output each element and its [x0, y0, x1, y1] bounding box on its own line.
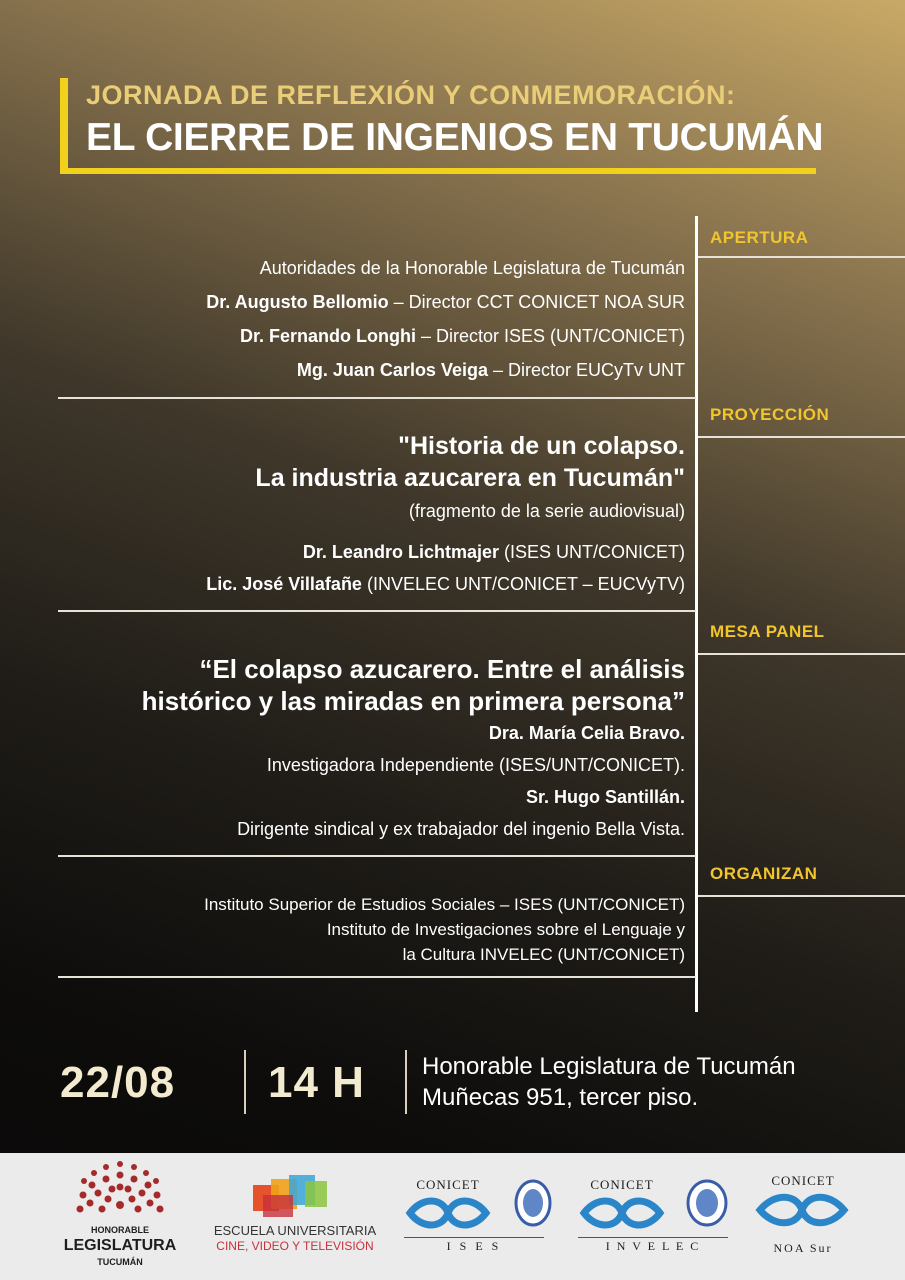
venue-name: Honorable Legislatura de Tucumán	[422, 1053, 796, 1080]
logo-divider	[578, 1237, 728, 1238]
panelist-name: Dra. María Celia Bravo.	[488, 723, 685, 743]
conicet-invelec-bottom: I N V E L E C	[605, 1239, 701, 1253]
conicet-noa-top: CONICET	[771, 1173, 835, 1188]
speaker-name: Mg. Juan Carlos Veiga	[296, 360, 488, 380]
time-venue-separator	[405, 1050, 407, 1114]
legislatura-logo-line2: LEGISLATURA	[63, 1237, 177, 1254]
legislatura-logo	[50, 1159, 190, 1275]
section-divider	[58, 855, 696, 857]
venue-address: Muñecas 951, tercer piso.	[422, 1084, 699, 1111]
conicet-ises-top: CONICET	[416, 1177, 480, 1192]
organizer-line: Instituto Superior de Estudios Sociales – ISES (UNT/CONICET)	[204, 895, 685, 914]
legislatura-logo-line3: TUCUMÁN	[97, 1257, 143, 1267]
speaker-role: – Director ISES (UNT/CONICET)	[415, 326, 685, 346]
section-divider	[698, 436, 905, 438]
conicet-infinity-icon	[754, 1191, 850, 1229]
title-accent-bar	[60, 78, 68, 174]
sponsor-logo-strip	[0, 1153, 905, 1280]
timeline-vertical-line	[695, 216, 698, 1012]
credit-name: Lic. José Villafañe	[206, 574, 362, 594]
event-date: 22/08	[60, 1058, 176, 1107]
speaker-role: – Director CCT CONICET NOA SUR	[388, 292, 685, 312]
section-divider	[58, 976, 696, 978]
conicet-noa-logo	[748, 1169, 858, 1269]
speaker-name: Dr. Fernando Longhi	[239, 326, 416, 346]
legislatura-logo-line1: HONORABLE	[91, 1225, 149, 1235]
panelist-role: Dirigente sindical y ex trabajador del ingenio Bella Vista.	[237, 819, 685, 839]
section-divider	[698, 256, 905, 258]
escuela-logo	[205, 1173, 385, 1263]
speaker-role: – Director EUCyTv UNT	[487, 360, 685, 380]
legislatura-emblem-icon	[50, 1159, 190, 1221]
film-subtitle: (fragmento de la serie audiovisual)	[408, 501, 685, 521]
escuela-logo-line2: CINE, VIDEO Y TELEVISIÓN	[216, 1239, 374, 1253]
date-time-separator	[244, 1050, 246, 1114]
invelec-seal-icon	[686, 1179, 728, 1227]
panelist-role: Investigadora Independiente (ISES/UNT/CONICET).	[266, 755, 685, 775]
section-divider	[698, 653, 905, 655]
conicet-ises-bottom: I S E S	[446, 1239, 502, 1253]
credit-name: Dr. Leandro Lichtmajer	[302, 542, 499, 562]
title-underline	[60, 168, 816, 174]
escuela-logo-line1: ESCUELA UNIVERSITARIA	[213, 1223, 377, 1238]
authorities-text: Autoridades de la Honorable Legislatura de Tucumán	[259, 258, 685, 278]
film-title-line2: La industria azucarera en Tucumán"	[255, 464, 685, 492]
ises-seal-icon	[514, 1179, 552, 1227]
conicet-ises-logo	[404, 1173, 554, 1273]
conicet-invelec-logo	[578, 1173, 738, 1273]
section-label-mesa-panel: MESA PANEL	[710, 622, 825, 641]
section-divider	[58, 397, 696, 399]
section-divider	[58, 610, 696, 612]
conicet-infinity-icon	[404, 1195, 492, 1231]
credit-line	[206, 574, 685, 595]
speaker-line	[240, 326, 685, 347]
conicet-infinity-icon	[578, 1195, 666, 1231]
event-subtitle: JORNADA DE REFLEXIÓN Y CONMEMORACIÓN:	[86, 80, 736, 110]
section-label-proyeccion: PROYECCIÓN	[710, 405, 830, 424]
credit-line	[303, 542, 685, 563]
speaker-line	[206, 292, 685, 313]
panel-title-line2: histórico y las miradas en primera persona”	[141, 686, 685, 716]
panel-title-line1: “El colapso azucarero. Entre el análisis	[199, 654, 685, 684]
speaker-name: Dr. Augusto Bellomio	[206, 292, 389, 312]
credit-role: (ISES UNT/CONICET)	[498, 542, 685, 562]
credit-role: (INVELEC UNT/CONICET – EUCVyTV)	[361, 574, 685, 594]
film-title-line1: "Historia de un colapso.	[398, 432, 685, 460]
logo-divider	[404, 1237, 544, 1238]
section-label-organizan: ORGANIZAN	[710, 864, 818, 883]
panelist-name: Sr. Hugo Santillán.	[525, 787, 685, 807]
event-time: 14 H	[268, 1058, 365, 1107]
section-label-apertura: APERTURA	[710, 228, 809, 247]
conicet-invelec-top: CONICET	[590, 1177, 654, 1192]
conicet-noa-bottom: NOA Sur	[773, 1241, 833, 1255]
section-divider	[698, 895, 905, 897]
event-title: EL CIERRE DE INGENIOS EN TUCUMÁN	[86, 116, 824, 159]
film-strip-icon	[253, 1173, 333, 1221]
speaker-line	[297, 360, 685, 381]
organizer-line: Instituto de Investigaciones sobre el Lenguaje y	[326, 920, 685, 939]
organizer-line: la Cultura INVELEC (UNT/CONICET)	[402, 945, 685, 964]
